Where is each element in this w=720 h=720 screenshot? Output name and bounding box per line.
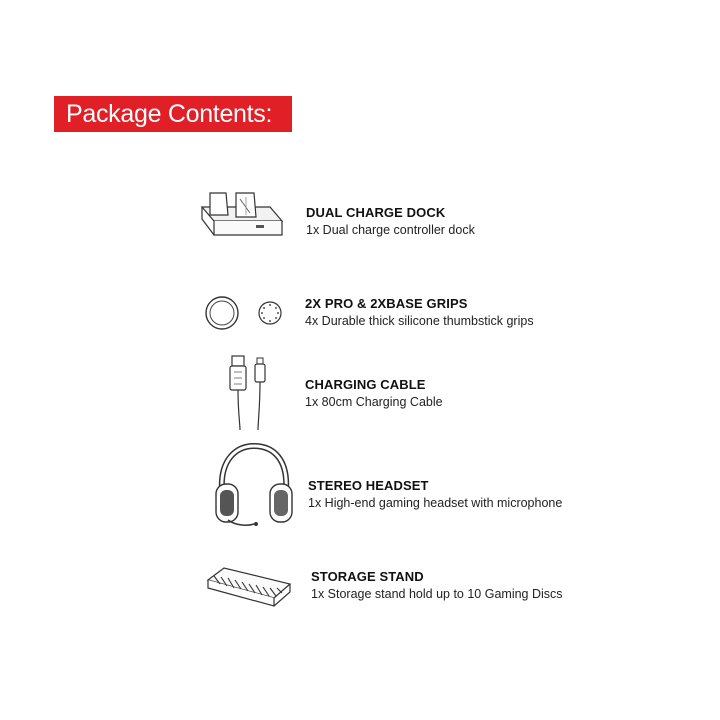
item-description: 1x 80cm Charging Cable [305,395,443,409]
item-title: 2X PRO & 2XBASE GRIPS [305,296,468,311]
item-stereo-headset [308,478,562,510]
item-title: STORAGE STAND [311,569,424,584]
item-storage-stand [311,569,563,601]
page-title: Package Contents: [54,96,292,132]
thumbstick-grips-icon [204,294,284,332]
item-description: 1x Storage stand hold up to 10 Gaming Discs [311,587,563,601]
headset-icon [212,440,298,532]
usb-cable-icon [222,352,276,432]
item-title: CHARGING CABLE [305,377,426,392]
item-dual-charge-dock [306,205,475,237]
item-grips [305,296,534,328]
item-description: 4x Durable thick silicone thumbstick grips [305,314,534,328]
item-title: STEREO HEADSET [308,478,429,493]
item-charging-cable [305,377,443,409]
item-title: DUAL CHARGE DOCK [306,205,446,220]
item-description: 1x Dual charge controller dock [306,223,475,237]
charge-dock-icon [196,185,286,245]
item-description: 1x High-end gaming headset with microphone [308,496,563,510]
storage-stand-icon [204,558,294,612]
